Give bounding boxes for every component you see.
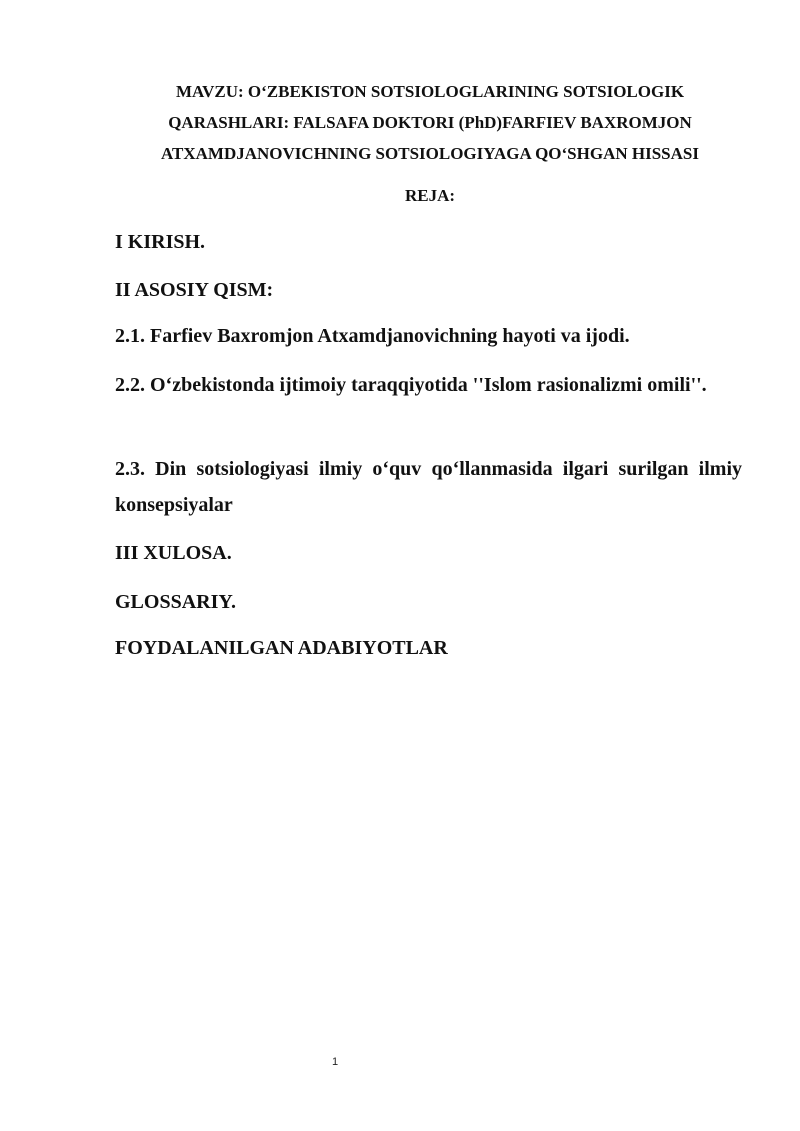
plan-heading: REJA: bbox=[404, 186, 456, 205]
plan-item-2-1: 2.1. Farfiev Baxromjon Atxamdjanovichning hayoti va ijodi. bbox=[115, 325, 630, 347]
plan-item-2-3: 2.3. Din sotsiologiyasi ilmiy o‘quv qo‘llanmasida ilgari surilgan ilmiy konsepsiyalar bbox=[115, 458, 742, 516]
plan-item-2-2: 2.2. O‘zbekistonda ijtimoiy taraqqiyotida ''Islom rasionalizmi omili''. bbox=[115, 374, 707, 396]
document-title bbox=[100, 76, 760, 169]
page-number: 1 bbox=[331, 1056, 339, 1068]
plan-item-introduction: I KIRISH. bbox=[115, 231, 206, 253]
plan-item-references: FOYDALANILGAN ADABIYOTLAR bbox=[115, 637, 448, 659]
plan-item-glossary: GLOSSARIY. bbox=[115, 591, 236, 613]
plan-item-main-part: II ASOSIY QISM: bbox=[115, 279, 274, 301]
title-line: MAVZU: O‘ZBEKISTON SOTSIOLOGLARINING SOTSIOLOGIK bbox=[175, 82, 685, 101]
title-line: ATXAMDJANOVICHNING SOTSIOLOGIYAGA QO‘SHGAN HISSASI bbox=[161, 144, 699, 163]
plan-item-conclusion: III XULOSA. bbox=[115, 542, 232, 564]
title-line: QARASHLARI: FALSAFA DOKTORI (PhD)FARFIEV BAXROMJON bbox=[168, 113, 692, 132]
